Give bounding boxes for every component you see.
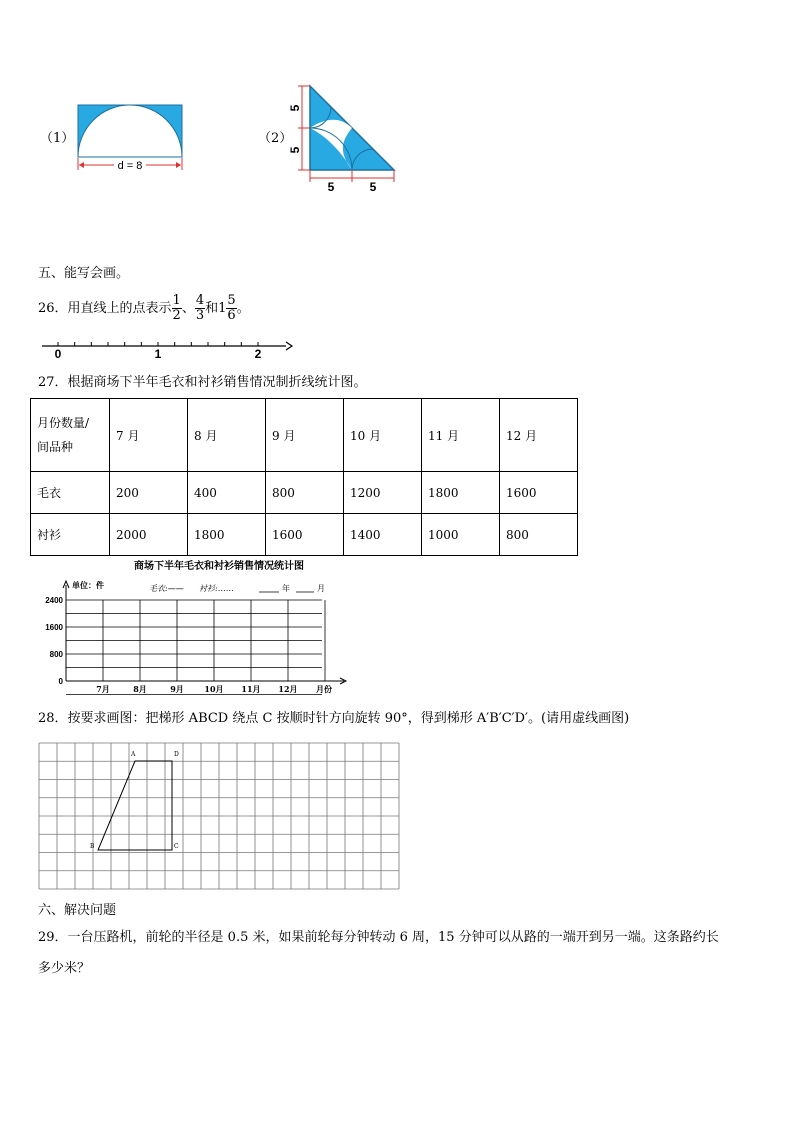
table-cell: 800 — [500, 514, 578, 556]
chart-year: 年 — [282, 584, 290, 593]
q29-question-line1: 29．一台压路机，前轮的半径是 0.5 米，如果前轮每分钟转动 6 周，15 分钟可以从路的一端开到另一端。这条路约长 — [38, 930, 719, 945]
chart-legend-shirt: 衬衫:…… — [199, 584, 234, 593]
chart-month: 月 — [317, 584, 325, 593]
fraction-five-sixths: $\frac{5}{6}$ — [227, 293, 236, 323]
point-b-label: B — [90, 843, 95, 850]
q28-question: 28．按要求画图：把梯形 ABCD 绕点 C 按顺时针方向旋转 90°，得到梯形 A′B′C′D′。(请用虚线画图) — [38, 711, 630, 726]
table-row — [31, 472, 578, 514]
number-line-label-1: 1 — [154, 347, 162, 361]
chart-x-tick: 10月 — [204, 684, 224, 694]
point-d-label: D — [174, 751, 179, 758]
figure2-base-a: 5 — [327, 180, 335, 194]
chart-x-tick: 8月 — [133, 684, 147, 694]
table-cell: 2000 — [110, 514, 188, 556]
table-header-month: 11 月 — [422, 399, 500, 472]
figure1-semicircle-rectangle — [74, 100, 188, 174]
figure2-side-b: 5 — [288, 146, 302, 154]
section5-title: 五、能写会画。 — [38, 266, 130, 281]
table-cell: 1800 — [422, 472, 500, 514]
q26-question: 26．用直线上的点表示 $\frac{1}{2}$ 、 $\frac{4}{3}$ 和1 $\frac{5}{6}$ 。 — [38, 293, 250, 323]
figure2-base-b: 5 — [369, 180, 377, 194]
number-line-label-2: 2 — [254, 347, 262, 361]
fraction-one-half: $\frac{1}{2}$ — [172, 293, 181, 323]
blank-line-chart — [34, 556, 354, 696]
number-line — [38, 336, 294, 362]
table-cell: 1600 — [500, 472, 578, 514]
chart-x-tick: 12月 — [278, 684, 298, 694]
table-cell: 200 — [110, 472, 188, 514]
chart-x-axis-label: 月份 — [316, 684, 332, 694]
table-header-month: 12 月 — [500, 399, 578, 472]
chart-y-tick: 2400 — [45, 596, 63, 605]
figure2-triangle-quarter-circles — [284, 80, 400, 195]
chart-y-tick: 0 — [58, 677, 63, 686]
figure1-dimension: d = 8 — [117, 160, 143, 172]
table-row-label: 毛衣 — [31, 472, 110, 514]
chart-unit: 单位：件 — [72, 580, 104, 590]
point-a-label: A — [131, 751, 136, 758]
table-cell: 1400 — [344, 514, 422, 556]
chart-y-tick: 1600 — [45, 623, 63, 632]
chart-legend-sweater: 毛衣:—— — [149, 584, 184, 593]
q27-question: 27．根据商场下半年毛衣和衬衫销售情况制折线统计图。 — [38, 375, 367, 390]
table-cell: 1800 — [188, 514, 266, 556]
number-line-label-0: 0 — [54, 347, 62, 361]
figure2-side-a: 5 — [288, 104, 302, 112]
point-c-label: C — [174, 843, 179, 850]
table-cell: 400 — [188, 472, 266, 514]
table-cell: 1000 — [422, 514, 500, 556]
table-cell: 800 — [266, 472, 344, 514]
chart-x-tick: 9月 — [170, 684, 184, 694]
chart-x-tick: 7月 — [96, 684, 110, 694]
chart-y-tick: 800 — [49, 650, 63, 659]
figure1-label: （1） — [40, 131, 75, 146]
table-row — [31, 514, 578, 556]
table-header-month: 7 月 — [110, 399, 188, 472]
table-header-month: 8 月 — [188, 399, 266, 472]
table-row-label: 衬衫 — [31, 514, 110, 556]
table-corner-header: 月份数量/ 间品种 — [31, 399, 110, 472]
q29-question-line2: 多少米？ — [38, 961, 91, 976]
table-header-month: 10 月 — [344, 399, 422, 472]
chart-x-tick: 11月 — [241, 684, 261, 694]
sales-table — [30, 398, 578, 556]
table-header-month: 9 月 — [266, 399, 344, 472]
trapezoid-grid — [38, 742, 400, 891]
figure2-label: （2） — [258, 131, 293, 146]
section6-title: 六、解决问题 — [38, 903, 117, 918]
table-cell: 1200 — [344, 472, 422, 514]
table-cell: 1600 — [266, 514, 344, 556]
chart-title: 商场下半年毛衣和衬衫销售情况统计图 — [134, 561, 304, 572]
fraction-four-thirds: $\frac{4}{3}$ — [195, 293, 205, 323]
